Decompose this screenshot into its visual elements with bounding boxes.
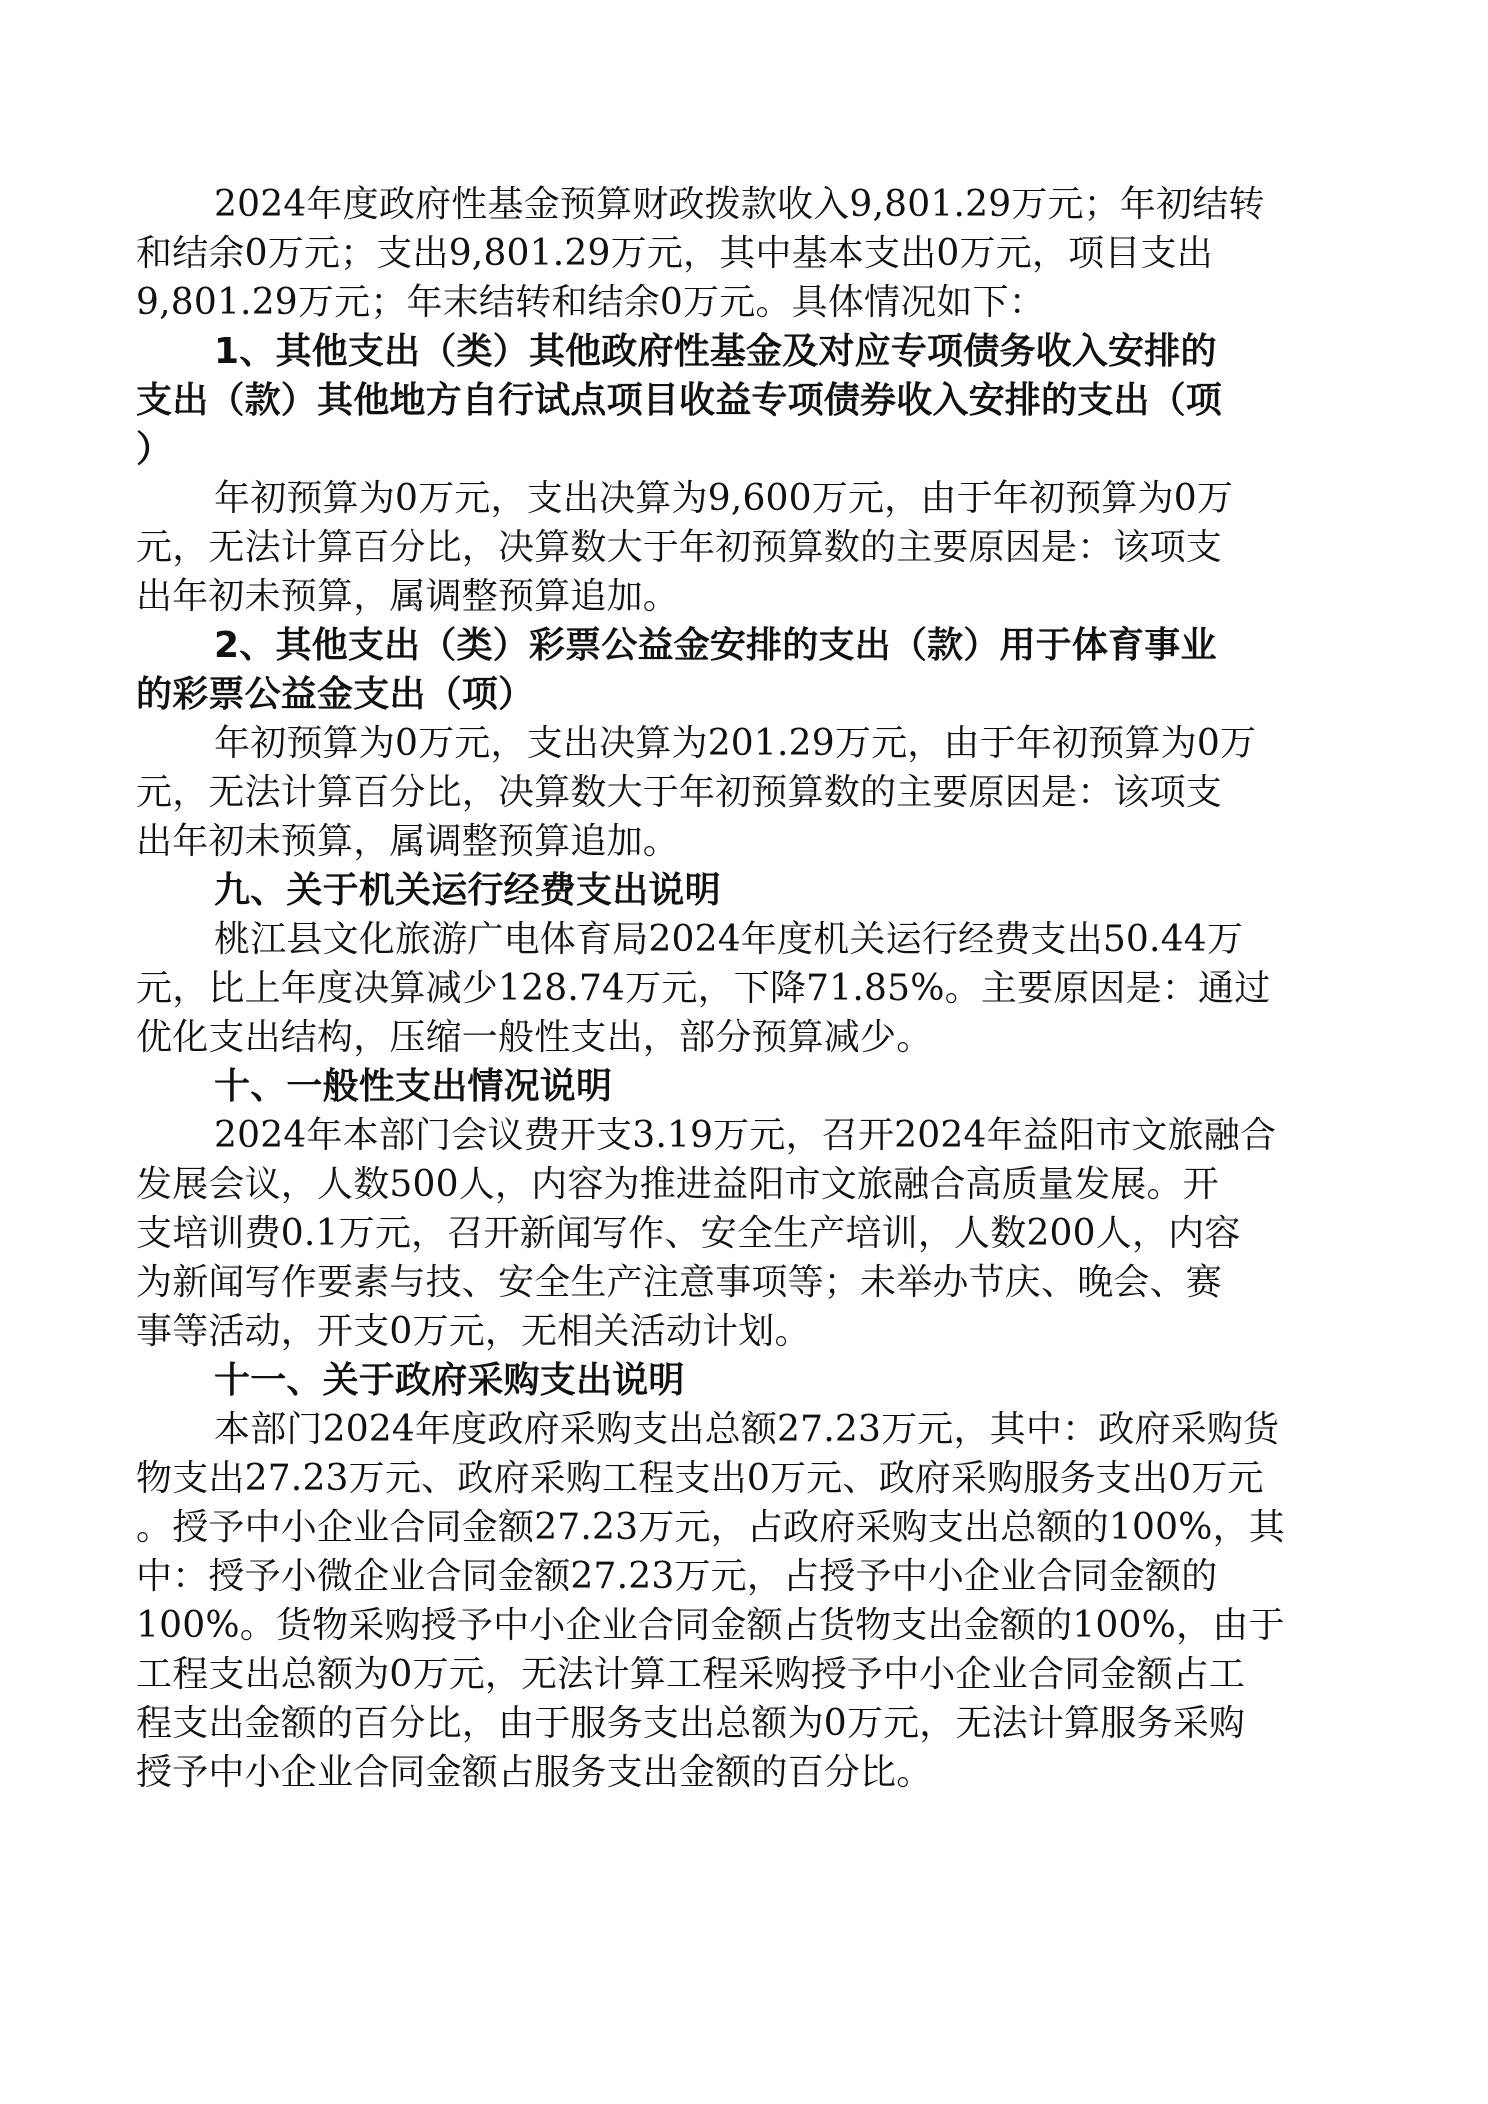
body-text-line: 工程支出总额为0万元，无法计算工程采购授予中小企业合同金额占工 <box>136 1654 1246 1695</box>
body-text-line: 100%。货物采购授予中小企业合同金额占货物支出金额的100%，由于 <box>136 1605 1285 1646</box>
section-heading-line: 1、其他支出（类）其他政府性基金及对应专项债务收入安排的 <box>214 331 1217 372</box>
body-text-line: 发展会议，人数500人，内容为推进益阳市文旅融合高质量发展。开 <box>136 1164 1219 1205</box>
body-text-line: 2024年度政府性基金预算财政拨款收入9,801.29万元；年初结转 <box>214 184 1265 225</box>
body-text-line: 支培训费0.1万元，召开新闻写作、安全生产培训，人数200人，内容 <box>136 1213 1241 1254</box>
body-text-line: 优化支出结构，压缩一般性支出，部分预算减少。 <box>136 1017 933 1058</box>
body-text-line: 物支出27.23万元、政府采购工程支出0万元、政府采购服务支出0万元 <box>136 1458 1264 1499</box>
section-heading-line: 2、其他支出（类）彩票公益金安排的支出（款）用于体育事业 <box>214 625 1217 666</box>
body-text-line: 9,801.29万元；年末结转和结余0万元。具体情况如下： <box>136 282 1046 323</box>
body-text-line: 中：授予小微企业合同金额27.23万元，占授予中小企业合同金额的 <box>136 1556 1218 1597</box>
section-heading-line: ） <box>136 429 173 470</box>
body-text-line: 元，无法计算百分比，决算数大于年初预算数的主要原因是：该项支 <box>136 772 1223 813</box>
body-text-line: 年初预算为0万元，支出决算为9,600万元，由于年初预算为0万 <box>214 478 1234 519</box>
body-text-line: 本部门2024年度政府采购支出总额27.23万元，其中：政府采购货 <box>214 1409 1280 1450</box>
body-text-line: 授予中小企业合同金额占服务支出金额的百分比。 <box>136 1752 933 1793</box>
body-text-line: 元，无法计算百分比，决算数大于年初预算数的主要原因是：该项支 <box>136 527 1223 568</box>
body-text-line: 2024年本部门会议费开支3.19万元，召开2024年益阳市文旅融合 <box>214 1115 1277 1156</box>
body-text-line: 为新闻写作要素与技、安全生产注意事项等；未举办节庆、晚会、赛 <box>136 1262 1223 1303</box>
document-body <box>136 180 1352 1797</box>
body-text-line: 程支出金额的百分比，由于服务支出总额为0万元，无法计算服务采购 <box>136 1703 1246 1744</box>
body-text-line: 。授予中小企业合同金额27.23万元，占政府采购支出总额的100%，其 <box>136 1507 1285 1548</box>
body-text-line: 和结余0万元；支出9,801.29万元，其中基本支出0万元，项目支出 <box>136 233 1213 274</box>
section-heading-line: 九、关于机关运行经费支出说明 <box>214 870 721 911</box>
body-text-line: 元，比上年度决算减少128.74万元，下降71.85%。主要原因是：通过 <box>136 968 1271 1009</box>
section-heading-line: 十一、关于政府采购支出说明 <box>214 1360 685 1401</box>
body-text-line: 出年初未预算，属调整预算追加。 <box>136 576 680 617</box>
section-heading-line: 十、一般性支出情况说明 <box>214 1066 613 1107</box>
body-text-line: 事等活动，开支0万元，无相关活动计划。 <box>136 1311 811 1352</box>
section-heading-line: 支出（款）其他地方自行试点项目收益专项债券收入安排的支出（项 <box>136 380 1223 421</box>
body-text-line: 年初预算为0万元，支出决算为201.29万元，由于年初预算为0万 <box>214 723 1257 764</box>
section-heading-line: 的彩票公益金支出（项） <box>136 674 535 715</box>
body-text-line: 桃江县文化旅游广电体育局2024年度机关运行经费支出50.44万 <box>214 919 1244 960</box>
body-text-line: 出年初未预算，属调整预算追加。 <box>136 821 680 862</box>
